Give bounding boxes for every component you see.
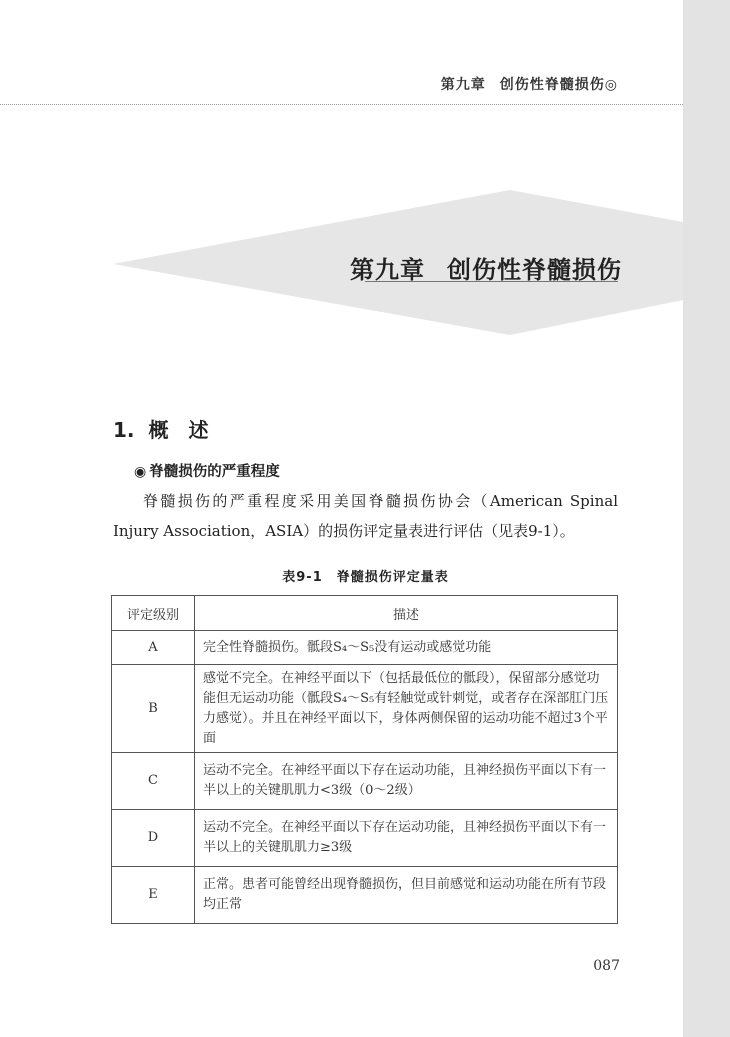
table-header-row	[112, 596, 618, 631]
page-number: 087	[593, 958, 620, 974]
asia-scale-table	[111, 595, 618, 924]
header-description: 描述	[195, 596, 618, 631]
section-title: 概 述	[148, 418, 209, 442]
chapter-title-number: 第九章	[350, 255, 425, 284]
grade-cell: E	[112, 867, 195, 924]
running-head-chapter: 第九章	[440, 77, 486, 93]
table-row	[112, 753, 618, 810]
table-row	[112, 810, 618, 867]
section-heading	[113, 414, 209, 443]
page-edge-strip	[683, 0, 730, 1037]
description-cell: 运动不完全。在神经平面以下存在运动功能，且神经损伤平面以下有一半以上的关键肌肌力≥3级	[195, 810, 618, 867]
bullet-circle-icon: ◉	[134, 464, 147, 480]
running-head-mark: ◎	[604, 77, 618, 93]
table-row	[112, 665, 618, 753]
grade-cell: B	[112, 665, 195, 753]
table-caption: 表9-1 脊髓损伤评定量表	[282, 570, 449, 585]
description-cell: 正常。患者可能曾经出现脊髓损伤，但目前感觉和运动功能在所有节段均正常	[195, 867, 618, 924]
subheading	[134, 460, 280, 481]
chapter-title-underline	[365, 281, 618, 282]
grade-cell: A	[112, 631, 195, 665]
section-number: 1.	[113, 418, 135, 442]
subheading-text: 脊髓损伤的严重程度	[149, 464, 280, 480]
table-row	[112, 867, 618, 924]
chapter-title	[350, 250, 622, 285]
description-cell: 运动不完全。在神经平面以下存在运动功能，且神经损伤平面以下有一半以上的关键肌肌力<3级（0～2级）	[195, 753, 618, 810]
grade-cell: C	[112, 753, 195, 810]
description-cell: 完全性脊髓损伤。骶段S₄～S₅没有运动或感觉功能	[195, 631, 618, 665]
body-paragraph: 脊髓损伤的严重程度采用美国脊髓损伤协会（American Spinal Injury Association，ASIA）的损伤评定量表进行评估（见表9-1）。	[113, 492, 618, 540]
header-grade: 评定级别	[112, 596, 195, 631]
chapter-title-text: 创伤性脊髓损伤	[447, 255, 622, 284]
description-cell: 感觉不完全。在神经平面以下（包括最低位的骶段），保留部分感觉功能但无运动功能（骶段S₄～S₅有轻触觉或针刺觉，或者存在深部肛门压力感觉）。并且在神经平面以下，身体两侧保留的运动功能不超过3个平面	[195, 665, 618, 753]
grade-cell: D	[112, 810, 195, 867]
running-head-title: 创伤性脊髓损伤	[499, 77, 605, 93]
table-row	[112, 631, 618, 665]
